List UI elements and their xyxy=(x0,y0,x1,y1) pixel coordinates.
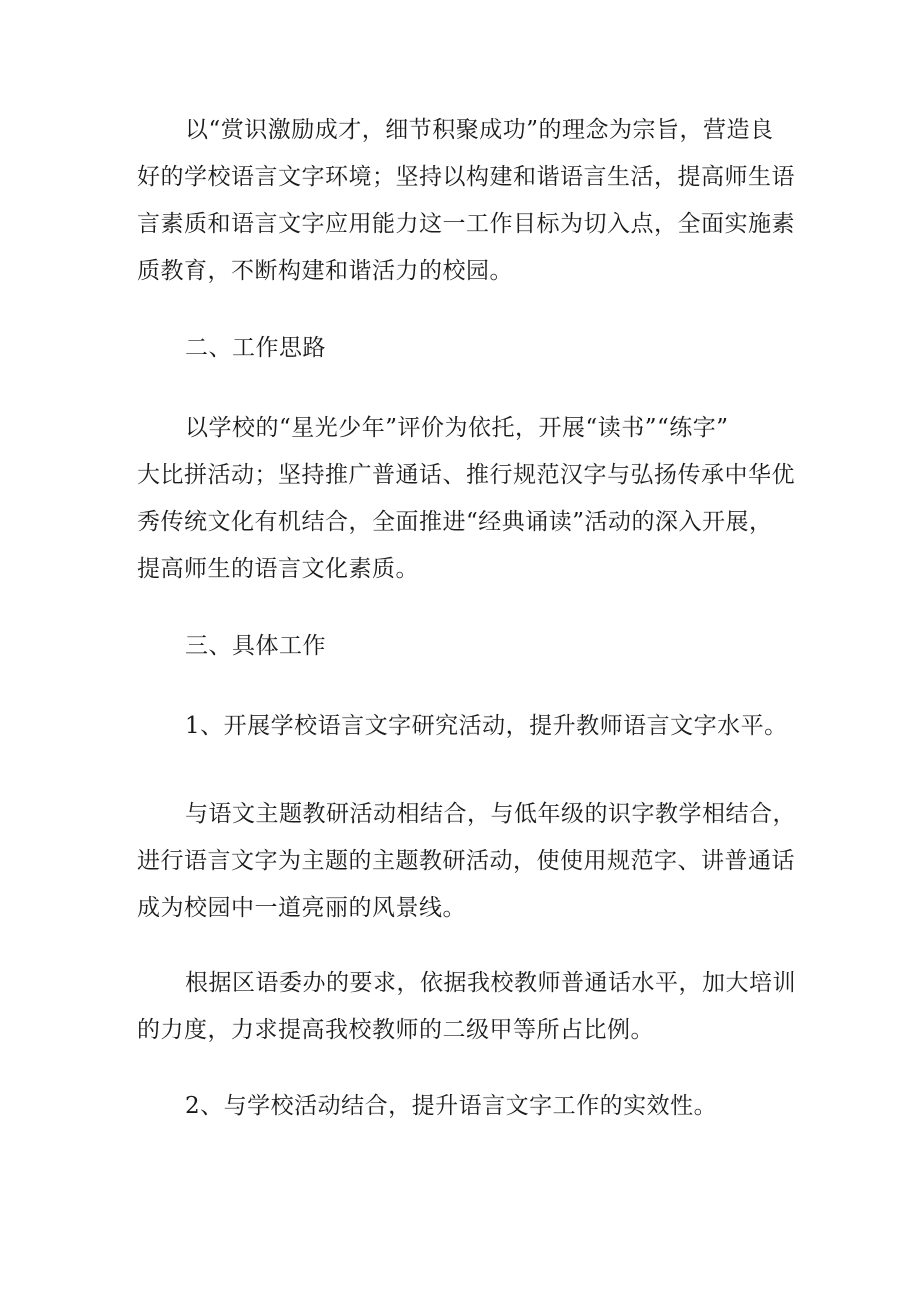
text-line: 秀传统文化有机结合，全面推进“经典诵读”活动的深入开展， xyxy=(137,509,773,535)
text-line: 以“赏识激励成才，细节积聚成功”的理念为宗旨，营造良 xyxy=(185,117,774,143)
text-line: 2、与学校活动结合，提升语言文字工作的实效性。 xyxy=(185,1093,718,1119)
paragraph-teaching-research xyxy=(137,791,797,932)
item-1-heading xyxy=(137,703,797,750)
text-line: 以学校的“星光少年”评价为依托，开展“读书”“练字” xyxy=(185,415,729,441)
text-line: 根据区语委办的要求，依据我校教师普通话水平，加大培训 xyxy=(185,970,796,996)
heading-text: 二、工作思路 xyxy=(185,335,326,361)
paragraph-principle xyxy=(137,107,797,295)
heading-text: 三、具体工作 xyxy=(185,633,326,659)
heading-work-approach xyxy=(137,325,797,372)
text-line: 进行语言文字为主题的主题教研活动，使使用规范字、讲普通话 xyxy=(137,848,795,874)
text-line: 质教育，不断构建和谐活力的校园。 xyxy=(137,258,513,284)
text-line: 的力度，力求提高我校教师的二级甲等所占比例。 xyxy=(137,1017,654,1043)
text-line: 好的学校语言文字环境；坚持以构建和谐语言生活，提高师生语 xyxy=(137,164,795,190)
heading-specific-work xyxy=(137,623,797,670)
text-line: 成为校园中一道亮丽的风景线。 xyxy=(137,895,466,921)
text-line: 与语文主题教研活动相结合，与低年级的识字教学相结合， xyxy=(185,801,796,827)
item-2-heading xyxy=(137,1083,797,1130)
text-line: 1、开展学校语言文字研究活动，提升教师语言文字水平。 xyxy=(185,713,788,739)
text-line: 大比拼活动；坚持推广普通话、推行规范汉字与弘扬传承中华优 xyxy=(137,462,795,488)
text-line: 言素质和语言文字应用能力这一工作目标为切入点，全面实施素 xyxy=(137,211,795,237)
paragraph-training xyxy=(137,960,797,1054)
text-line: 提高师生的语言文化素质。 xyxy=(137,556,419,582)
paragraph-approach xyxy=(137,405,797,593)
